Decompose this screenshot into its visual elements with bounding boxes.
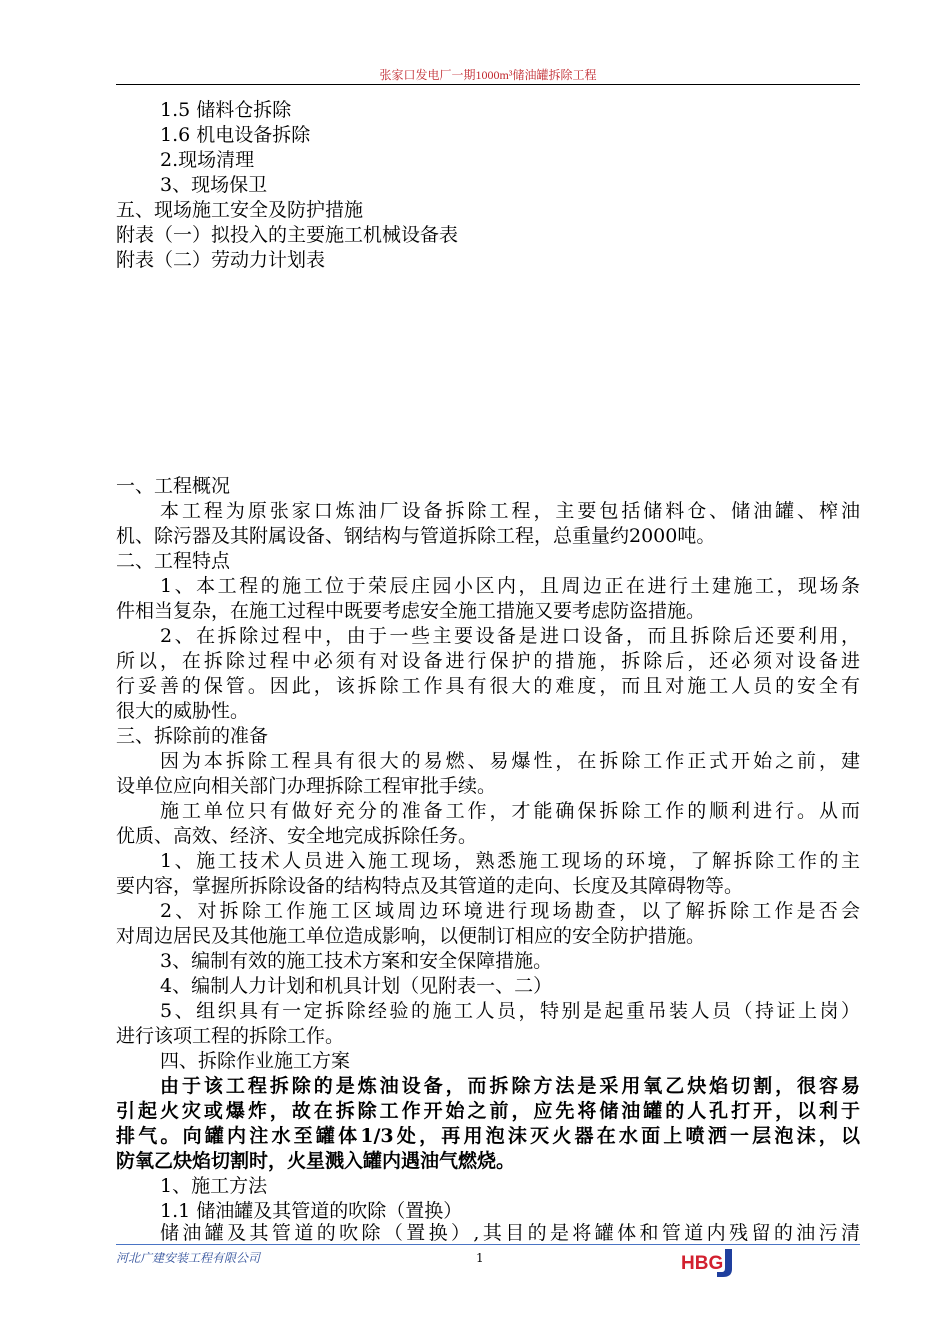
header-divider: [116, 84, 860, 85]
bold-paragraph-line: 排气。向罐内注水至罐体1/3处，再用泡沫灭火器在水面上喷洒一层泡沫，以: [116, 1125, 860, 1147]
toc-item: 3、现场保卫: [160, 174, 268, 196]
paragraph-line: 机、除污器及其附属设备、钢结构与管道拆除工程，总重量约2000吨。: [116, 525, 716, 547]
bold-paragraph-line: 防氧乙炔焰切割时，火星溅入罐内遇油气燃烧。: [116, 1150, 516, 1172]
paragraph-line: 所以，在拆除过程中必须有对设备进行保护的措施，拆除后，还必须对设备进: [116, 650, 860, 672]
paragraph-line: 2、对拆除工作施工区域周边环境进行现场勘查，以了解拆除工作是否会: [160, 900, 860, 922]
paragraph-line: 3、编制有效的施工技术方案和安全保障措施。: [160, 950, 553, 972]
paragraph-line: 设单位应向相关部门办理拆除工程审批手续。: [116, 775, 497, 797]
paragraph-line: 进行该项工程的拆除工作。: [116, 1025, 345, 1047]
toc-item: 附表（一）拟投入的主要施工机械设备表: [116, 224, 459, 246]
paragraph-line: 2、在拆除过程中，由于一些主要设备是进口设备，而且拆除后还要利用，: [160, 625, 860, 647]
page-number: 1: [476, 1251, 484, 1265]
toc-item: 附表（二）劳动力计划表: [116, 249, 326, 271]
footer-company-name: 河北广建安装工程有限公司: [116, 1251, 261, 1265]
paragraph-line: 4、编制人力计划和机具计划（见附表一、二）: [160, 975, 553, 997]
page-header-title: 张家口发电厂一期1000m³储油罐拆除工程: [379, 68, 597, 82]
paragraph-line: 优质、高效、经济、安全地完成拆除任务。: [116, 825, 478, 847]
subsection-heading: 1、施工方法: [160, 1175, 268, 1197]
paragraph-line: 因为本拆除工程具有很大的易燃、易爆性，在拆除工作正式开始之前，建: [160, 750, 860, 772]
footer-divider: [116, 1244, 860, 1245]
paragraph-line: 1、本工程的施工位于荣辰庄园小区内，且周边正在进行土建施工，现场条: [160, 575, 860, 597]
paragraph-line: 1、施工技术人员进入施工现场，熟悉施工现场的环境，了解拆除工作的主: [160, 850, 860, 872]
logo-text: HBG: [681, 1253, 724, 1274]
toc-item: 2.现场清理: [160, 149, 255, 171]
paragraph-line: 要内容，掌握所拆除设备的结构特点及其管道的走向、长度及其障碍物等。: [116, 875, 744, 897]
paragraph-line: 很大的威胁性。: [116, 700, 250, 722]
section-heading: 四、拆除作业施工方案: [160, 1050, 351, 1072]
paragraph-line: 对周边居民及其他施工单位造成影响，以便制订相应的安全防护措施。: [116, 925, 706, 947]
section-heading: 三、拆除前的准备: [116, 725, 269, 747]
section-heading: 一、工程概况: [116, 475, 231, 497]
toc-item: 五、现场施工安全及防护措施: [116, 199, 364, 221]
paragraph-line: 5、组织具有一定拆除经验的施工人员，特别是起重吊装人员（持证上岗）: [160, 1000, 860, 1022]
subsection-heading: 1.1 储油罐及其管道的吹除（置换）: [160, 1200, 463, 1222]
paragraph-line: 施工单位只有做好充分的准备工作，才能确保拆除工作的顺利进行。从而: [160, 800, 860, 822]
bold-paragraph-line: 由于该工程拆除的是炼油设备，而拆除方法是采用氧乙炔焰切割，很容易: [160, 1075, 860, 1097]
company-logo: [681, 1245, 737, 1279]
paragraph-line: 储油罐及其管道的吹除（置换）,其目的是将罐体和管道内残留的油污清: [160, 1222, 860, 1244]
bold-paragraph-line: 引起火灾或爆炸，故在拆除工作开始之前，应先将储油罐的人孔打开，以利于: [116, 1100, 860, 1122]
paragraph-line: 本工程为原张家口炼油厂设备拆除工程，主要包括储料仓、储油罐、榨油: [160, 500, 860, 522]
toc-item: 1.6 机电设备拆除: [160, 124, 311, 146]
section-heading: 二、工程特点: [116, 550, 231, 572]
paragraph-line: 件相当复杂，在施工过程中既要考虑安全施工措施又要考虑防盗措施。: [116, 600, 706, 622]
paragraph-line: 行妥善的保管。因此，该拆除工作具有很大的难度，而且对施工人员的安全有: [116, 675, 860, 697]
toc-item: 1.5 储料仓拆除: [160, 99, 292, 121]
